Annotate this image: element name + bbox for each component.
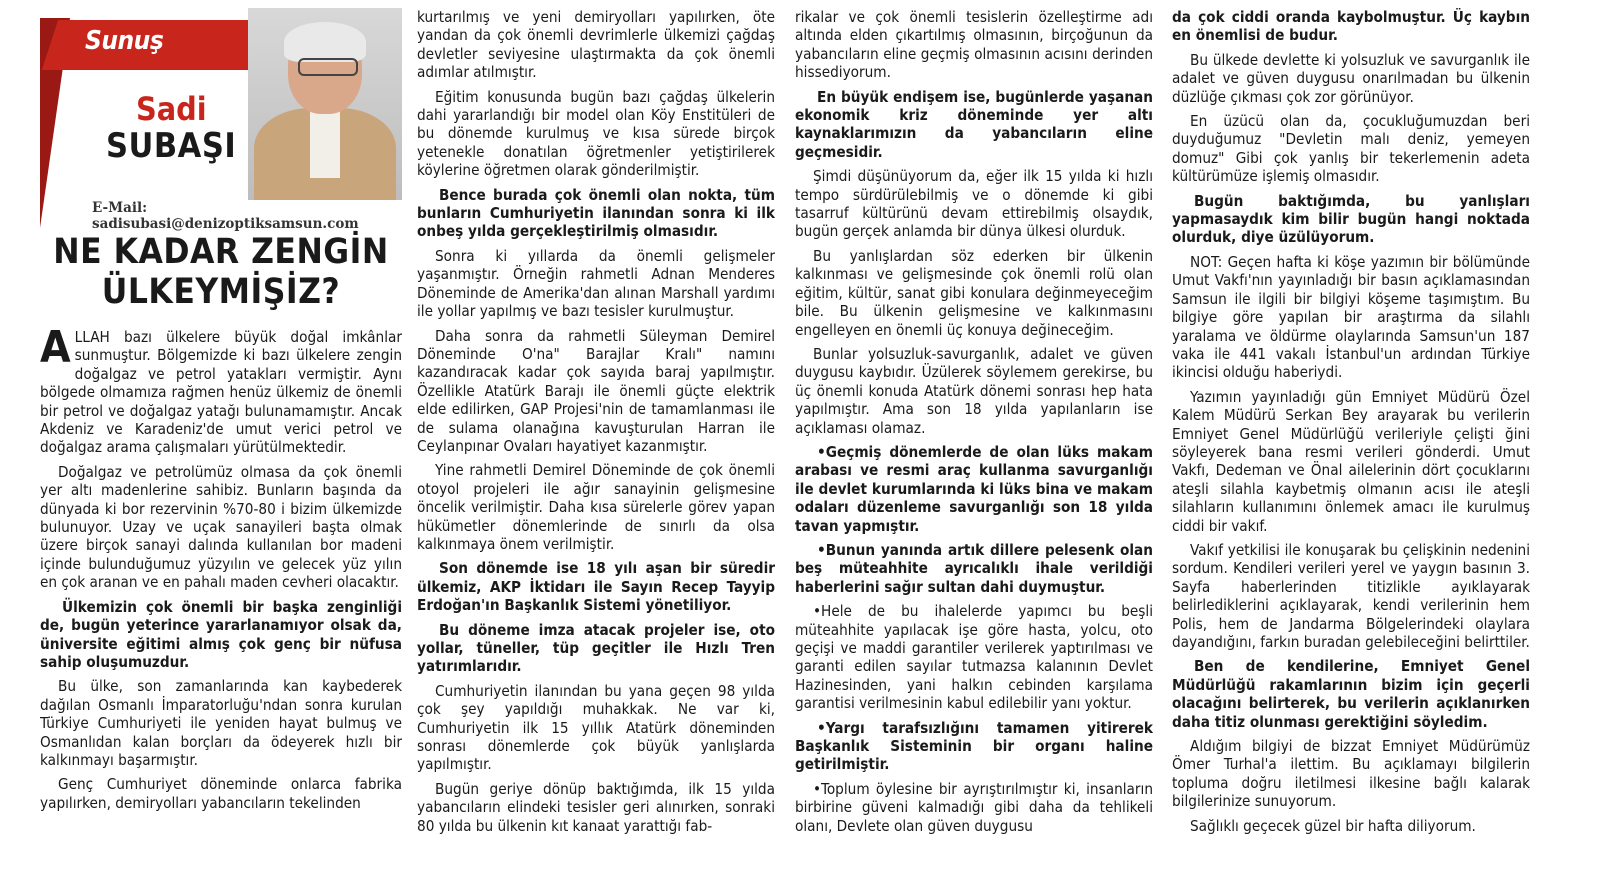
col2-paragraph: Bence burada çok önemli olan nokta, tüm bunların Cumhuriyetin ilanından sonra ki ilk onbeş yılda gerçekleştirilmiş olmasıdır. [417,185,775,241]
col3-paragraph: •Hele de bu ihalelerde yapımcı bu beşli müteahhite yapılacak işe göre hasta, yolcu, oto geçişi ve maddi garantiler verilerek yaptırılması ve garanti edilen sayılar tutmazsa kalanının Devlet Hazinesinden, yani halkın cebinden karşılama garantisi verilmesinin kabul edilebilir yanı yoktur. [795,602,1153,713]
author-last-name: SUBAŞI [106,126,237,166]
col1-paragraph: ALLAH bazı ülkelere büyük doğal imkânlar sunmuştur. Bölgemizde ki bazı ülkelere zengin doğalgaz ve petrol yatakları vermiştir. Aynı bölgede olmamıza rağmen henüz ülkemiz de önemli bir petrol ve doğalgaz yatağı bulunamamıştır. Ancak Akdeniz ve Karadeniz'de umut verici petrol ve doğalgaz arama çalışmaları yürütülmektedir. [40,328,402,457]
col3-paragraph: Bunlar yolsuzluk-savurganlık, adalet ve güven duygusu kaybıdır. Üzülerek söylemem gerekirse, bu üç önemli konuda Atatürk dönemi sonrası hep hata yapılmıştır. Ama son 18 yılda yapılanların ise açıklaması olamaz. [795,344,1153,437]
col2-paragraph: Bugün geriye dönüp baktığımda, ilk 15 yılda yabancıların elindeki tesisler geri alınırken, sonraki 80 yılda bu ülkenin kıt kanaat yarattığı fab- [417,779,775,835]
col3-paragraph: •Toplum öylesine bir ayrıştırılmıştır ki, insanların birbirine güveni kalmadığı gibi daha da tehlikeli olanı, Devlete olan güven duygusu [795,779,1153,835]
col2-paragraph: Cumhuriyetin ilanından bu yana geçen 98 yılda çok şey yapıldığı muhakkak. Ne var ki, Cumhuriyetin ilk 15 yıllık Atatürk döneminden sonrası dönemlerde çok büyük yanlışlarda yapılmıştır. [417,681,775,774]
col2-paragraph: Eğitim konusunda bugün bazı çağdaş ülkelerin dahi yararlandığı bir model olan Köy Enstitüleri de bu dönemde kurulmuş ve kısa sürede birçok yetenekle donatılan öğretmenler yetiştirilerek köylerine öğretmen olarak gönderilmiştir. [417,87,775,180]
drop-cap: A [40,328,71,373]
article-headline: NE KADAR ZENGİN ÜLKEYMİŞİZ? [53,232,389,312]
col2-paragraph: Son dönemde ise 18 yılı aşan bir süredir ülkemiz, AKP İktidarı ile Sayın Recep Tayyip Erdoğan'ın Başkanlık Sistemi yönetiliyor. [417,559,775,615]
author-first-name: Sadi [136,90,207,128]
column-header [40,8,402,232]
col1-paragraph: Bu ülke, son zamanlarında kan kaybederek dağılan Osmanlı İmparatorluğu'ndan sonra kurulan Türkiye Cumhuriyeti ile yeniden hayat bulmuş ve Osmanlıdan kalan borçları da ödeyerek hızlı bir kalkınmayı başarmıştır. [40,677,402,769]
author-photo [248,8,402,200]
col3-paragraph: En büyük endişem ise, bugünlerde yaşanan ekonomik kriz döneminde yer altı kaynaklarımızın da yabancıların eline geçmesidir. [795,87,1153,161]
article-column-2 [417,8,775,888]
article-column-3 [795,8,1153,888]
col4-paragraph: NOT: Geçen hafta ki köşe yazımın bir bölümünde Umut Vakfı'nın yayınladığı bir basın açıklamasından Samsun ile ilgili bir bilgiyi köşeme taşımıştım. Bu bilgiye göre yapılan bir araştırma da silahlı yaralama ve öldürme olaylarında Samsun'un 187 vaka ile 441 vakalı İstanbul'un ardından Türkiye ikincisi olduğu haberiydi. [1172,252,1530,382]
col2-paragraph: kurtarılmış ve yeni demiryolları yapılırken, öte yandan da çok önemli devrimlerle ülkemizi çağdaş devletler seviyesine ulaştırmakta da çok önemli adımlar atılmıştır. [417,8,775,82]
col3-paragraph: rikalar ve çok önemli tesislerin özelleştirme adı altında elden çıkartılmış olmasının, birçoğunun da yabancıların eline geçmiş olmasının acısını derinden hissediyorum. [795,8,1153,82]
col3-paragraph: Bu yanlışlardan söz ederken bir ülkenin kalkınması ve gelişmesinde çok önemli rolü olan eğitim, kültür, sanat gibi konulara değinmeyeceğim bile. Bu ülkenin gelişmesine ve kalkınmasını engelleyen en önemli üç konuya değineceğim. [795,246,1153,339]
col4-paragraph: Aldığım bilgiyi de bizzat Emniyet Müdürümüz Ömer Turhal'a ilettim. Bu açıklamayı bilgilerin topluma doğru iletilmesi ilkesine bağlı kalarak bilgilerinize sunuyorum. [1172,737,1530,811]
col3-paragraph: •Bunun yanında artık dillere pelesenk olan beş müteahhite ayrıcalıklı ihale verildiği haberlerini sağır sultan dahi duymuştur. [795,540,1153,596]
col3-paragraph: Şimdi düşünüyorum da, eğer ilk 15 yılda ki hızlı tempo sürdürülebilmiş ve o dönemde ki gibi tasarruf kültürünü devam ettirebilmiş olsaydık, bugün gerçek anlamda bir dünya ülkesi olurduk. [795,167,1153,241]
col4-paragraph: Ben de kendilerine, Emniyet Genel Müdürlüğü rakamlarının bizim için geçerli olacağını belirterek, bu verilerin açıklanırken daha titiz olunması gerektiğini söyledim. [1172,657,1530,731]
col4-paragraph: Bugün baktığımda, bu yanlışları yapmasaydık kim bilir bugün hangi noktada olurduk, diye üzülüyorum. [1172,191,1530,247]
col4-paragraph: Sağlıklı geçecek güzel bir hafta diliyorum. [1190,816,1476,835]
col3-paragraph: •Geçmiş dönemlerde de olan lüks makam arabası ve resmi araç kullanma savurganlığı ile devlet kurumlarında ki lüks bina ve makam odaları düzenleme savurganlığı son 18 yılda tavan yapmıştır. [795,442,1153,535]
col1-paragraph: Genç Cumhuriyet döneminde onlarca fabrika yapılırken, demiryolları yabancıların tekelinden [40,775,402,812]
article-column-1 [40,328,402,888]
col2-paragraph: Bu döneme imza atacak projeler ise, oto yollar, tüneller, tüp geçitler ile Hızlı Tren yatırımlarıdır. [417,620,775,676]
col3-paragraph: •Yargı tarafsızlığını tamamen yitirerek Başkanlık Sisteminin bir organı haline getirilmiştir. [795,718,1153,774]
col4-paragraph: En üzücü olan da, çocukluğumuzdan beri duyduğumuz "Devletin malı deniz, yemeyen domuz" Gibi çok yanlış bir tekerlemenin adeta kültürümüze işlemiş olmasıdır. [1172,112,1530,186]
col1-paragraph: Doğalgaz ve petrolümüz olmasa da çok önemli yer altı madenlerine sahibiz. Bunların başında da dünyada ki bor rezervinin %70-80 i bizim ülkemizde bulunuyor. Uzay ve uçak sanayileri başta olmak üzere birçok sanayi dalında kullanılan bor madeni içinde bulunduğumuz yüzyılın ve gelecek yüz yılın en çok aranan ve en pahalı maden cevheri olacaktır. [40,462,402,592]
section-label: Sunuş [85,26,164,56]
col1-paragraph: Ülkemizin çok önemli bir başka zenginliği de, bugün yeterince yararlanamıyor olsak da, üniversite eğitimi almış çok genç bir nüfusa sahip oluşumuzdur. [40,597,402,671]
col2-paragraph: Daha sonra da rahmetli Süleyman Demirel Döneminde O'na" Barajlar Kralı" namını kazandıracak kadar çok sayıda baraj yapılmıştır. Özellikle Atatürk Barajı ile önemli güçte elektrik elde edilirken, GAP Projesi'nin de tamamlanması ile de sulama olanağına kavuşturulan Harran ile Ceylanpınar Ovaları hayatiyet kazanmıştır. [417,326,775,455]
col2-paragraph: Yine rahmetli Demirel Döneminde de çok önemli otoyol projeleri ile ağır sanayinin gelişmesine öncelik verilmiştir. Daha kısa sürelerle görev yapan hükümetler dönemlerinde de sınırlı da olsa kalkınmaya önem verilmiştir. [417,461,775,553]
col4-paragraph: Bu ülkede devlette ki yolsuzluk ve savurganlık ile adalet ve güven duygusu onarılmadan bu ülkenin düzlüğe çıkması çok zor görünüyor. [1172,50,1530,106]
col4-paragraph: Yazımın yayınladığı gün Emniyet Müdürü Özel Kalem Müdürü Serkan Bey arayarak bu verilerin Emniyet Genel Müdürlüğü verileriyle çelişti ğini söyleyerek bana resmi verileri gönderdi. Umut Vakfı, Dedeman ve Önal ailelerinin dört çocuklarını ateşli silahla kaybetmiş olmanın acısı ile ateşli silahların kullanımını önlemek amacı ile kurulmuş ciddi bir vakıf. [1172,387,1530,535]
col2-paragraph: Sonra ki yıllarda da önemli gelişmeler yaşanmıştır. Örneğin rahmetli Adnan Menderes Döneminde de Amerika'dan alınan Marshall yardımı ile yollar yapılmış ve bazı tesisler kurulmuştur. [417,246,775,321]
author-email: E-Mail: sadisubasi@denizoptiksamsun.com [92,200,359,232]
col4-paragraph: da çok ciddi oranda kaybolmuştur. Üç kaybın en önemlisi de budur. [1172,8,1530,45]
article-column-4 [1172,8,1530,888]
col4-paragraph: Vakıf yetkilisi ile konuşarak bu çelişkinin nedenini sordum. Kendileri verileri yerel ve yaygın basının 3. Sayfa haberlerinden titizlikle ayıklayarak belirlediklerini açıklayarak, kendi verilerinin hem Polis, hem de Jandarma Bölgelerindeki olaylara dayandığını, farkın buradan gelebileceğini belirttiler. [1172,540,1530,651]
